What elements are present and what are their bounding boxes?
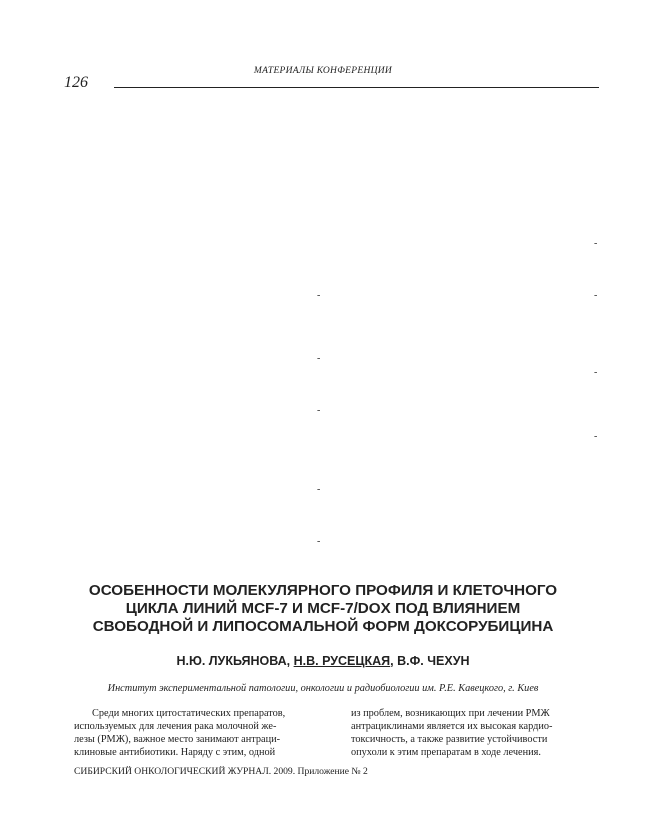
journal-footer: СИБИРСКИЙ ОНКОЛОГИЧЕСКИЙ ЖУРНАЛ. 2009. Приложение № 2	[74, 766, 368, 777]
running-title: МАТЕРИАЛЫ КОНФЕРЕНЦИИ	[253, 66, 393, 76]
author-name: В.Ф. ЧЕХУН	[397, 654, 470, 668]
body-column-left	[74, 707, 329, 759]
page-number: 126	[64, 74, 88, 91]
dash-mark: -	[317, 290, 321, 301]
dash-mark: -	[317, 353, 321, 364]
title-line: ОСОБЕННОСТИ МОЛЕКУЛЯРНОГО ПРОФИЛЯ И КЛЕТОЧНОГО	[88, 582, 558, 599]
dash-mark: -	[317, 484, 321, 495]
dash-mark: -	[317, 405, 321, 416]
dash-mark: -	[594, 431, 598, 442]
dash-mark: -	[594, 367, 598, 378]
article-title	[60, 582, 586, 636]
author-list	[0, 654, 646, 668]
header-rule	[114, 87, 599, 88]
body-column-right	[351, 707, 606, 759]
body-line: из проблем, возникающих при лечении РМЖ	[351, 708, 550, 719]
body-line: клиновые антибиотики. Наряду с этим, одной	[74, 747, 276, 758]
affiliation: Институт экспериментальной патологии, онкологии и радиобиологии им. Р.Е. Кавецкого, г. Киев	[107, 683, 539, 694]
dash-mark: -	[594, 290, 598, 301]
title-line: СВОБОДНОЙ И ЛИПОСОМАЛЬНОЙ ФОРМ ДОКСОРУБИЦИНА	[92, 618, 554, 635]
dash-mark: -	[594, 238, 598, 249]
body-line: Среди многих цитостатических препаратов,	[92, 708, 286, 719]
body-line: лезы (РМЖ), важное место занимают антраци-	[74, 734, 281, 745]
body-line: используемых для лечения рака молочной же-	[74, 721, 277, 732]
author-name: Н.Ю. ЛУКЬЯНОВА,	[176, 654, 291, 668]
presenting-author-name: Н.В. РУСЕЦКАЯ	[293, 654, 391, 668]
title-line: ЦИКЛА ЛИНИЙ MCF-7 И MCF-7/DOX ПОД ВЛИЯНИЕМ	[125, 600, 521, 617]
body-line: опухоли к этим препаратам в ходе лечения.	[351, 747, 541, 758]
dash-mark: -	[317, 536, 321, 547]
author-separator: ,	[390, 654, 394, 668]
body-line: антрациклинами является их высокая кардио-	[351, 721, 553, 732]
body-line: токсичность, а также развитие устойчивости	[351, 734, 548, 745]
